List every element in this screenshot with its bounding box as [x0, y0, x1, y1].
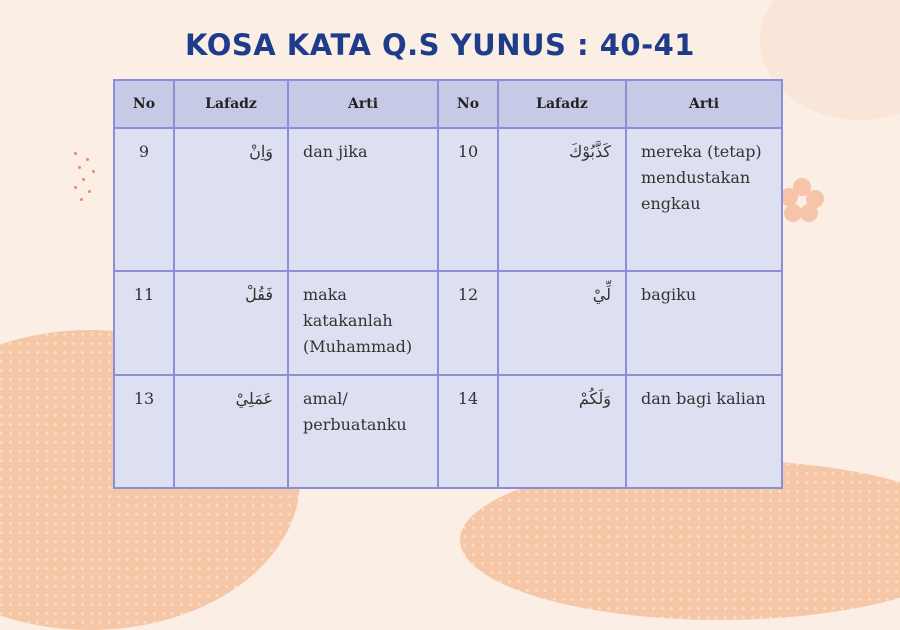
column-header: Arti — [626, 80, 782, 128]
table-row — [114, 128, 782, 271]
number-cell: 11 — [114, 271, 174, 375]
number-cell: 10 — [438, 128, 498, 271]
page-title: KOSA KATA Q.S YUNUS : 40-41 — [185, 28, 695, 62]
meaning-cell: bagiku — [626, 271, 782, 375]
table-row — [114, 271, 782, 375]
column-header: No — [438, 80, 498, 128]
lafadz-cell: لِّيْ — [498, 271, 626, 375]
meaning-cell: maka katakanlah (Muhammad) — [288, 271, 438, 375]
table-row — [114, 375, 782, 488]
lafadz-cell: عَمَلِيْ — [174, 375, 288, 488]
number-cell: 14 — [438, 375, 498, 488]
column-header: Lafadz — [498, 80, 626, 128]
column-header: Lafadz — [174, 80, 288, 128]
number-cell: 13 — [114, 375, 174, 488]
number-cell: 12 — [438, 271, 498, 375]
meaning-cell: dan jika — [288, 128, 438, 271]
meaning-cell: dan bagi kalian — [626, 375, 782, 488]
number-cell: 9 — [114, 128, 174, 271]
lafadz-cell: وَلَكُمْ — [498, 375, 626, 488]
lafadz-cell: كَذَّبُوْكَ — [498, 128, 626, 271]
meaning-cell: amal/ perbuatanku — [288, 375, 438, 488]
decor-flower-icon — [780, 178, 824, 222]
table-header-row — [114, 80, 782, 128]
lafadz-cell: فَقُلْ — [174, 271, 288, 375]
column-header: Arti — [288, 80, 438, 128]
vocabulary-table — [113, 79, 783, 489]
decor-dots — [72, 150, 102, 202]
meaning-cell: mereka (tetap) mendustakan engkau — [626, 128, 782, 271]
lafadz-cell: وَاِنْ — [174, 128, 288, 271]
column-header: No — [114, 80, 174, 128]
